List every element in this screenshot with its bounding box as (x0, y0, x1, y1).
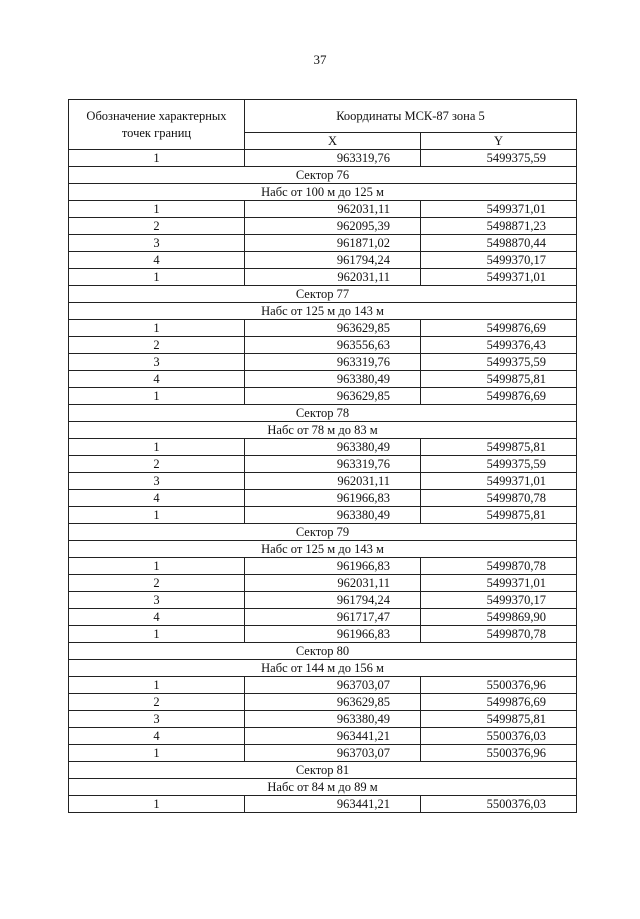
y-coordinate-cell: 5499876,69 (421, 694, 577, 711)
x-coordinate-cell: 961966,83 (245, 490, 421, 507)
x-coordinate-cell: 961966,83 (245, 558, 421, 575)
section-label: Набс от 100 м до 125 м (69, 184, 577, 201)
table-row (69, 473, 577, 490)
table-row (69, 388, 577, 405)
point-number-cell: 1 (69, 745, 245, 762)
coordinates-table (68, 99, 577, 813)
section-label: Набс от 78 м до 83 м (69, 422, 577, 439)
y-coordinate-cell: 5499875,81 (421, 439, 577, 456)
table-row (69, 490, 577, 507)
section-label: Сектор 79 (69, 524, 577, 541)
y-coordinate-cell: 5499375,59 (421, 150, 577, 167)
x-coordinate-cell: 961717,47 (245, 609, 421, 626)
x-coordinate-cell: 963629,85 (245, 320, 421, 337)
table-row (69, 592, 577, 609)
y-coordinate-cell: 5500376,96 (421, 677, 577, 694)
y-coordinate-cell: 5499370,17 (421, 252, 577, 269)
section-label: Набс от 84 м до 89 м (69, 779, 577, 796)
y-coordinate-cell: 5500376,03 (421, 728, 577, 745)
x-coordinate-cell: 963441,21 (245, 796, 421, 813)
section-row (69, 660, 577, 677)
point-number-cell: 1 (69, 201, 245, 218)
section-row (69, 779, 577, 796)
x-coordinate-cell: 963703,07 (245, 745, 421, 762)
point-number-cell: 3 (69, 592, 245, 609)
point-number-cell: 3 (69, 473, 245, 490)
point-number-cell: 3 (69, 354, 245, 371)
y-coordinate-cell: 5499371,01 (421, 575, 577, 592)
table-row (69, 609, 577, 626)
section-row (69, 184, 577, 201)
x-coordinate-cell: 962031,11 (245, 575, 421, 592)
section-row (69, 422, 577, 439)
point-number-cell: 1 (69, 626, 245, 643)
header-x: X (245, 133, 421, 150)
table-row (69, 558, 577, 575)
x-coordinate-cell: 963380,49 (245, 439, 421, 456)
point-number-cell: 2 (69, 694, 245, 711)
table-row (69, 252, 577, 269)
y-coordinate-cell: 5500376,03 (421, 796, 577, 813)
table-row (69, 150, 577, 167)
table-row (69, 337, 577, 354)
section-label: Сектор 76 (69, 167, 577, 184)
point-number-cell: 1 (69, 439, 245, 456)
table-row (69, 456, 577, 473)
section-label: Сектор 80 (69, 643, 577, 660)
table-row (69, 728, 577, 745)
point-number-cell: 2 (69, 337, 245, 354)
table-row (69, 201, 577, 218)
table-body (69, 150, 577, 813)
y-coordinate-cell: 5499876,69 (421, 388, 577, 405)
section-label: Сектор 81 (69, 762, 577, 779)
point-number-cell: 2 (69, 218, 245, 235)
section-label: Сектор 78 (69, 405, 577, 422)
x-coordinate-cell: 963319,76 (245, 354, 421, 371)
table-row (69, 235, 577, 252)
point-number-cell: 3 (69, 711, 245, 728)
table-row (69, 218, 577, 235)
y-coordinate-cell: 5498871,23 (421, 218, 577, 235)
table-row (69, 796, 577, 813)
table-row (69, 745, 577, 762)
table-row (69, 354, 577, 371)
y-coordinate-cell: 5499875,81 (421, 711, 577, 728)
y-coordinate-cell: 5499875,81 (421, 371, 577, 388)
point-number-cell: 1 (69, 388, 245, 405)
y-coordinate-cell: 5499870,78 (421, 626, 577, 643)
section-label: Набс от 144 м до 156 м (69, 660, 577, 677)
header-coordinates-system: Координаты МСК-87 зона 5 (245, 100, 577, 133)
point-number-cell: 1 (69, 507, 245, 524)
y-coordinate-cell: 5499370,17 (421, 592, 577, 609)
x-coordinate-cell: 961794,24 (245, 252, 421, 269)
table-row (69, 575, 577, 592)
x-coordinate-cell: 963380,49 (245, 507, 421, 524)
y-coordinate-cell: 5499375,59 (421, 354, 577, 371)
section-row (69, 303, 577, 320)
point-number-cell: 4 (69, 609, 245, 626)
page-number: 37 (313, 52, 327, 67)
section-row (69, 541, 577, 558)
x-coordinate-cell: 963556,63 (245, 337, 421, 354)
x-coordinate-cell: 963380,49 (245, 711, 421, 728)
x-coordinate-cell: 963703,07 (245, 677, 421, 694)
x-coordinate-cell: 963380,49 (245, 371, 421, 388)
section-label: Набс от 125 м до 143 м (69, 541, 577, 558)
x-coordinate-cell: 961966,83 (245, 626, 421, 643)
x-coordinate-cell: 963629,85 (245, 694, 421, 711)
x-coordinate-cell: 963319,76 (245, 456, 421, 473)
table-row (69, 439, 577, 456)
y-coordinate-cell: 5499876,69 (421, 320, 577, 337)
x-coordinate-cell: 962031,11 (245, 201, 421, 218)
y-coordinate-cell: 5499371,01 (421, 201, 577, 218)
x-coordinate-cell: 962031,11 (245, 473, 421, 490)
point-number-cell: 1 (69, 269, 245, 286)
y-coordinate-cell: 5499376,43 (421, 337, 577, 354)
section-label: Набс от 125 м до 143 м (69, 303, 577, 320)
section-row (69, 286, 577, 303)
table-row (69, 626, 577, 643)
table-row (69, 371, 577, 388)
header-point-designation: Обозначение характерных точек границ (69, 100, 245, 150)
x-coordinate-cell: 963441,21 (245, 728, 421, 745)
y-coordinate-cell: 5499875,81 (421, 507, 577, 524)
y-coordinate-cell: 5498870,44 (421, 235, 577, 252)
section-row (69, 167, 577, 184)
x-coordinate-cell: 963319,76 (245, 150, 421, 167)
y-coordinate-cell: 5499869,90 (421, 609, 577, 626)
point-number-cell: 1 (69, 796, 245, 813)
y-coordinate-cell: 5499371,01 (421, 473, 577, 490)
point-number-cell: 1 (69, 677, 245, 694)
x-coordinate-cell: 961871,02 (245, 235, 421, 252)
point-number-cell: 2 (69, 456, 245, 473)
table-row (69, 711, 577, 728)
table-row (69, 269, 577, 286)
table-row (69, 320, 577, 337)
x-coordinate-cell: 963629,85 (245, 388, 421, 405)
point-number-cell: 3 (69, 235, 245, 252)
section-row (69, 405, 577, 422)
point-number-cell: 1 (69, 150, 245, 167)
point-number-cell: 4 (69, 490, 245, 507)
point-number-cell: 4 (69, 371, 245, 388)
y-coordinate-cell: 5500376,96 (421, 745, 577, 762)
header-y: Y (421, 133, 577, 150)
point-number-cell: 2 (69, 575, 245, 592)
table-header-row (69, 100, 577, 133)
point-number-cell: 1 (69, 558, 245, 575)
x-coordinate-cell: 962095,39 (245, 218, 421, 235)
y-coordinate-cell: 5499870,78 (421, 490, 577, 507)
point-number-cell: 4 (69, 728, 245, 745)
section-label: Сектор 77 (69, 286, 577, 303)
x-coordinate-cell: 962031,11 (245, 269, 421, 286)
table-row (69, 507, 577, 524)
point-number-cell: 1 (69, 320, 245, 337)
x-coordinate-cell: 961794,24 (245, 592, 421, 609)
table-row (69, 677, 577, 694)
y-coordinate-cell: 5499375,59 (421, 456, 577, 473)
table-row (69, 694, 577, 711)
point-number-cell: 4 (69, 252, 245, 269)
y-coordinate-cell: 5499371,01 (421, 269, 577, 286)
y-coordinate-cell: 5499870,78 (421, 558, 577, 575)
section-row (69, 762, 577, 779)
section-row (69, 524, 577, 541)
section-row (69, 643, 577, 660)
